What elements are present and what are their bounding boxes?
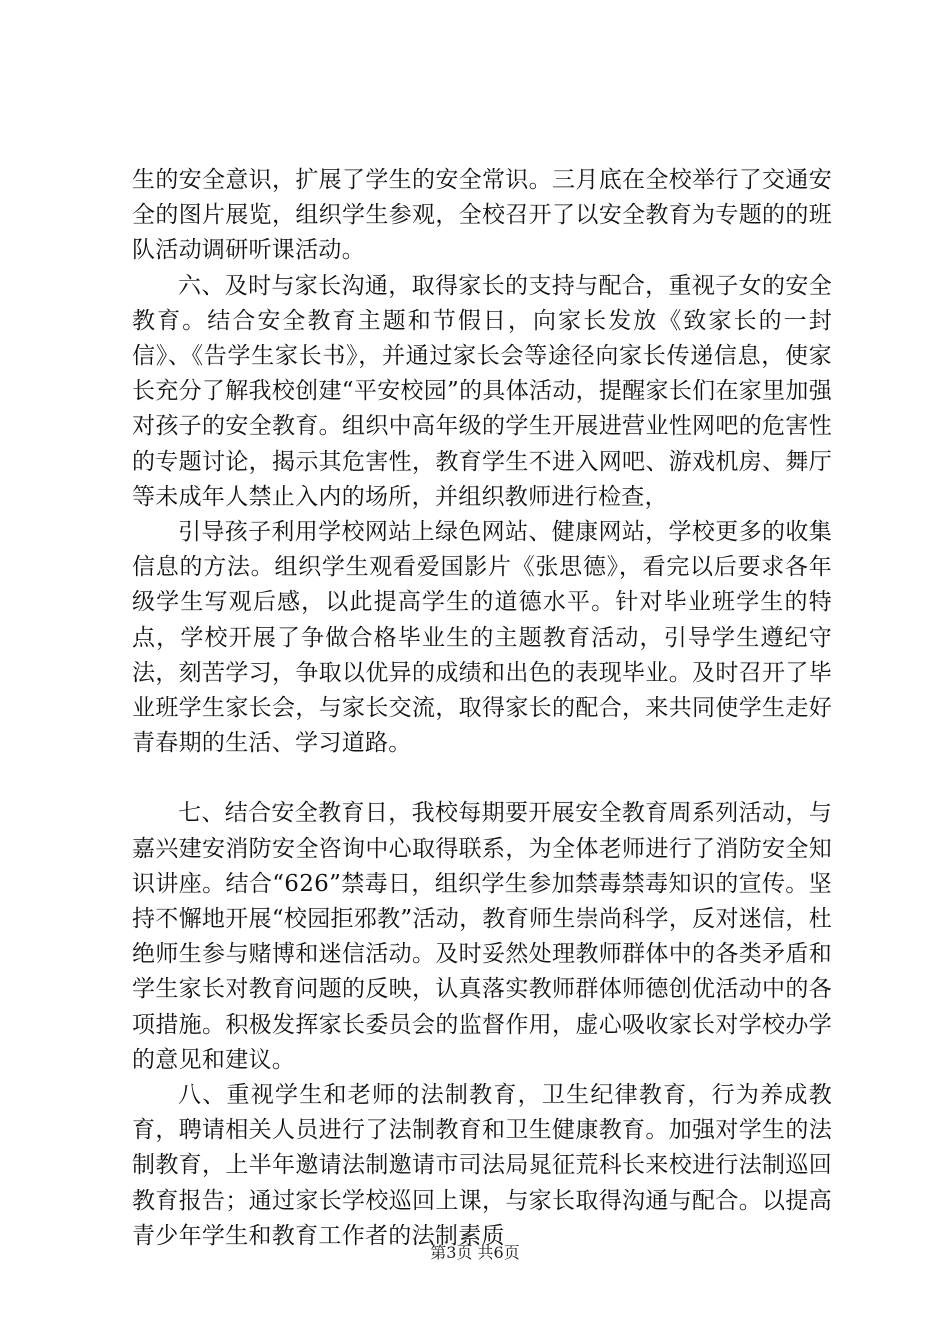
paragraph-guidance: 引导孩子利用学校网站上绿色网站、健康网站，学校更多的收集信息的方法。组织学生观看爱国影片《张思德》，看完以后要求各年级学生写观后感，以此提高学生的道德水平。针对毕业班学生的特点，学校开展了争做合格毕业生的主题教育活动，引导学生遵纪守法，刻苦学习，争取以优异的成绩和出色的表现毕业。及时召开了毕业班学生家长会，与家长交流，取得家长的配合，来共同使学生走好青春期的生活、学习道路。	[132, 519, 832, 757]
document-body	[132, 163, 832, 1254]
paragraph-section-seven: 七、结合安全教育日，我校每期要开展安全教育周系列活动，与嘉兴建安消防安全咨询中心取得联系，为全体老师进行了消防安全知识讲座。结合“626”禁毒日，组织学生参加禁毒禁毒知识的宣传。坚持不懈地开展“校园拒邪教”活动，教育师生崇尚科学，反对迷信，杜绝师生参与赌博和迷信活动。及时妥然处理教师群体中的各类矛盾和学生家长对教育问题的反映，认真落实教师群体师德创优活动中的各项措施。积极发挥家长委员会的监督作用，虚心吸收家长对学校办学的意见和建议。	[132, 800, 832, 1073]
paragraph-continuation: 生的安全意识，扩展了学生的安全常识。三月底在全校举行了交通安全的图片展览，组织学生参观，全校召开了以安全教育为专题的的班队活动调研听课活动。	[132, 167, 832, 264]
paragraph-section-eight: 八、重视学生和老师的法制教育，卫生纪律教育，行为养成教育，聘请相关人员进行了法制教育和卫生健康教育。加强对学生的法制教育，上半年邀请法制邀请市司法局晁征荒科长来校进行法制巡回教育报告；通过家长学校巡回上课，与家长取得沟通与配合。以提高青少年学生和教育工作者的法制素质	[132, 1082, 832, 1249]
page-number-footer: 第3页 共6页	[430, 1243, 520, 1262]
paragraph-section-six: 六、及时与家长沟通，取得家长的支持与配合，重视子女的安全教育。结合安全教育主题和节假日，向家长发放《致家长的一封信》、《告学生家长书》，并通过家长会等途径向家长传递信息，使家长充分了解我校创建“平安校园”的具体活动，提醒家长们在家里加强对孩子的安全教育。组织中高年级的学生开展进营业性网吧的危害性的专题讨论，揭示其危害性，教育学生不进入网吧、游戏机房、舞厅等未成年人禁止入内的场所，并组织教师进行检查，	[132, 272, 832, 510]
